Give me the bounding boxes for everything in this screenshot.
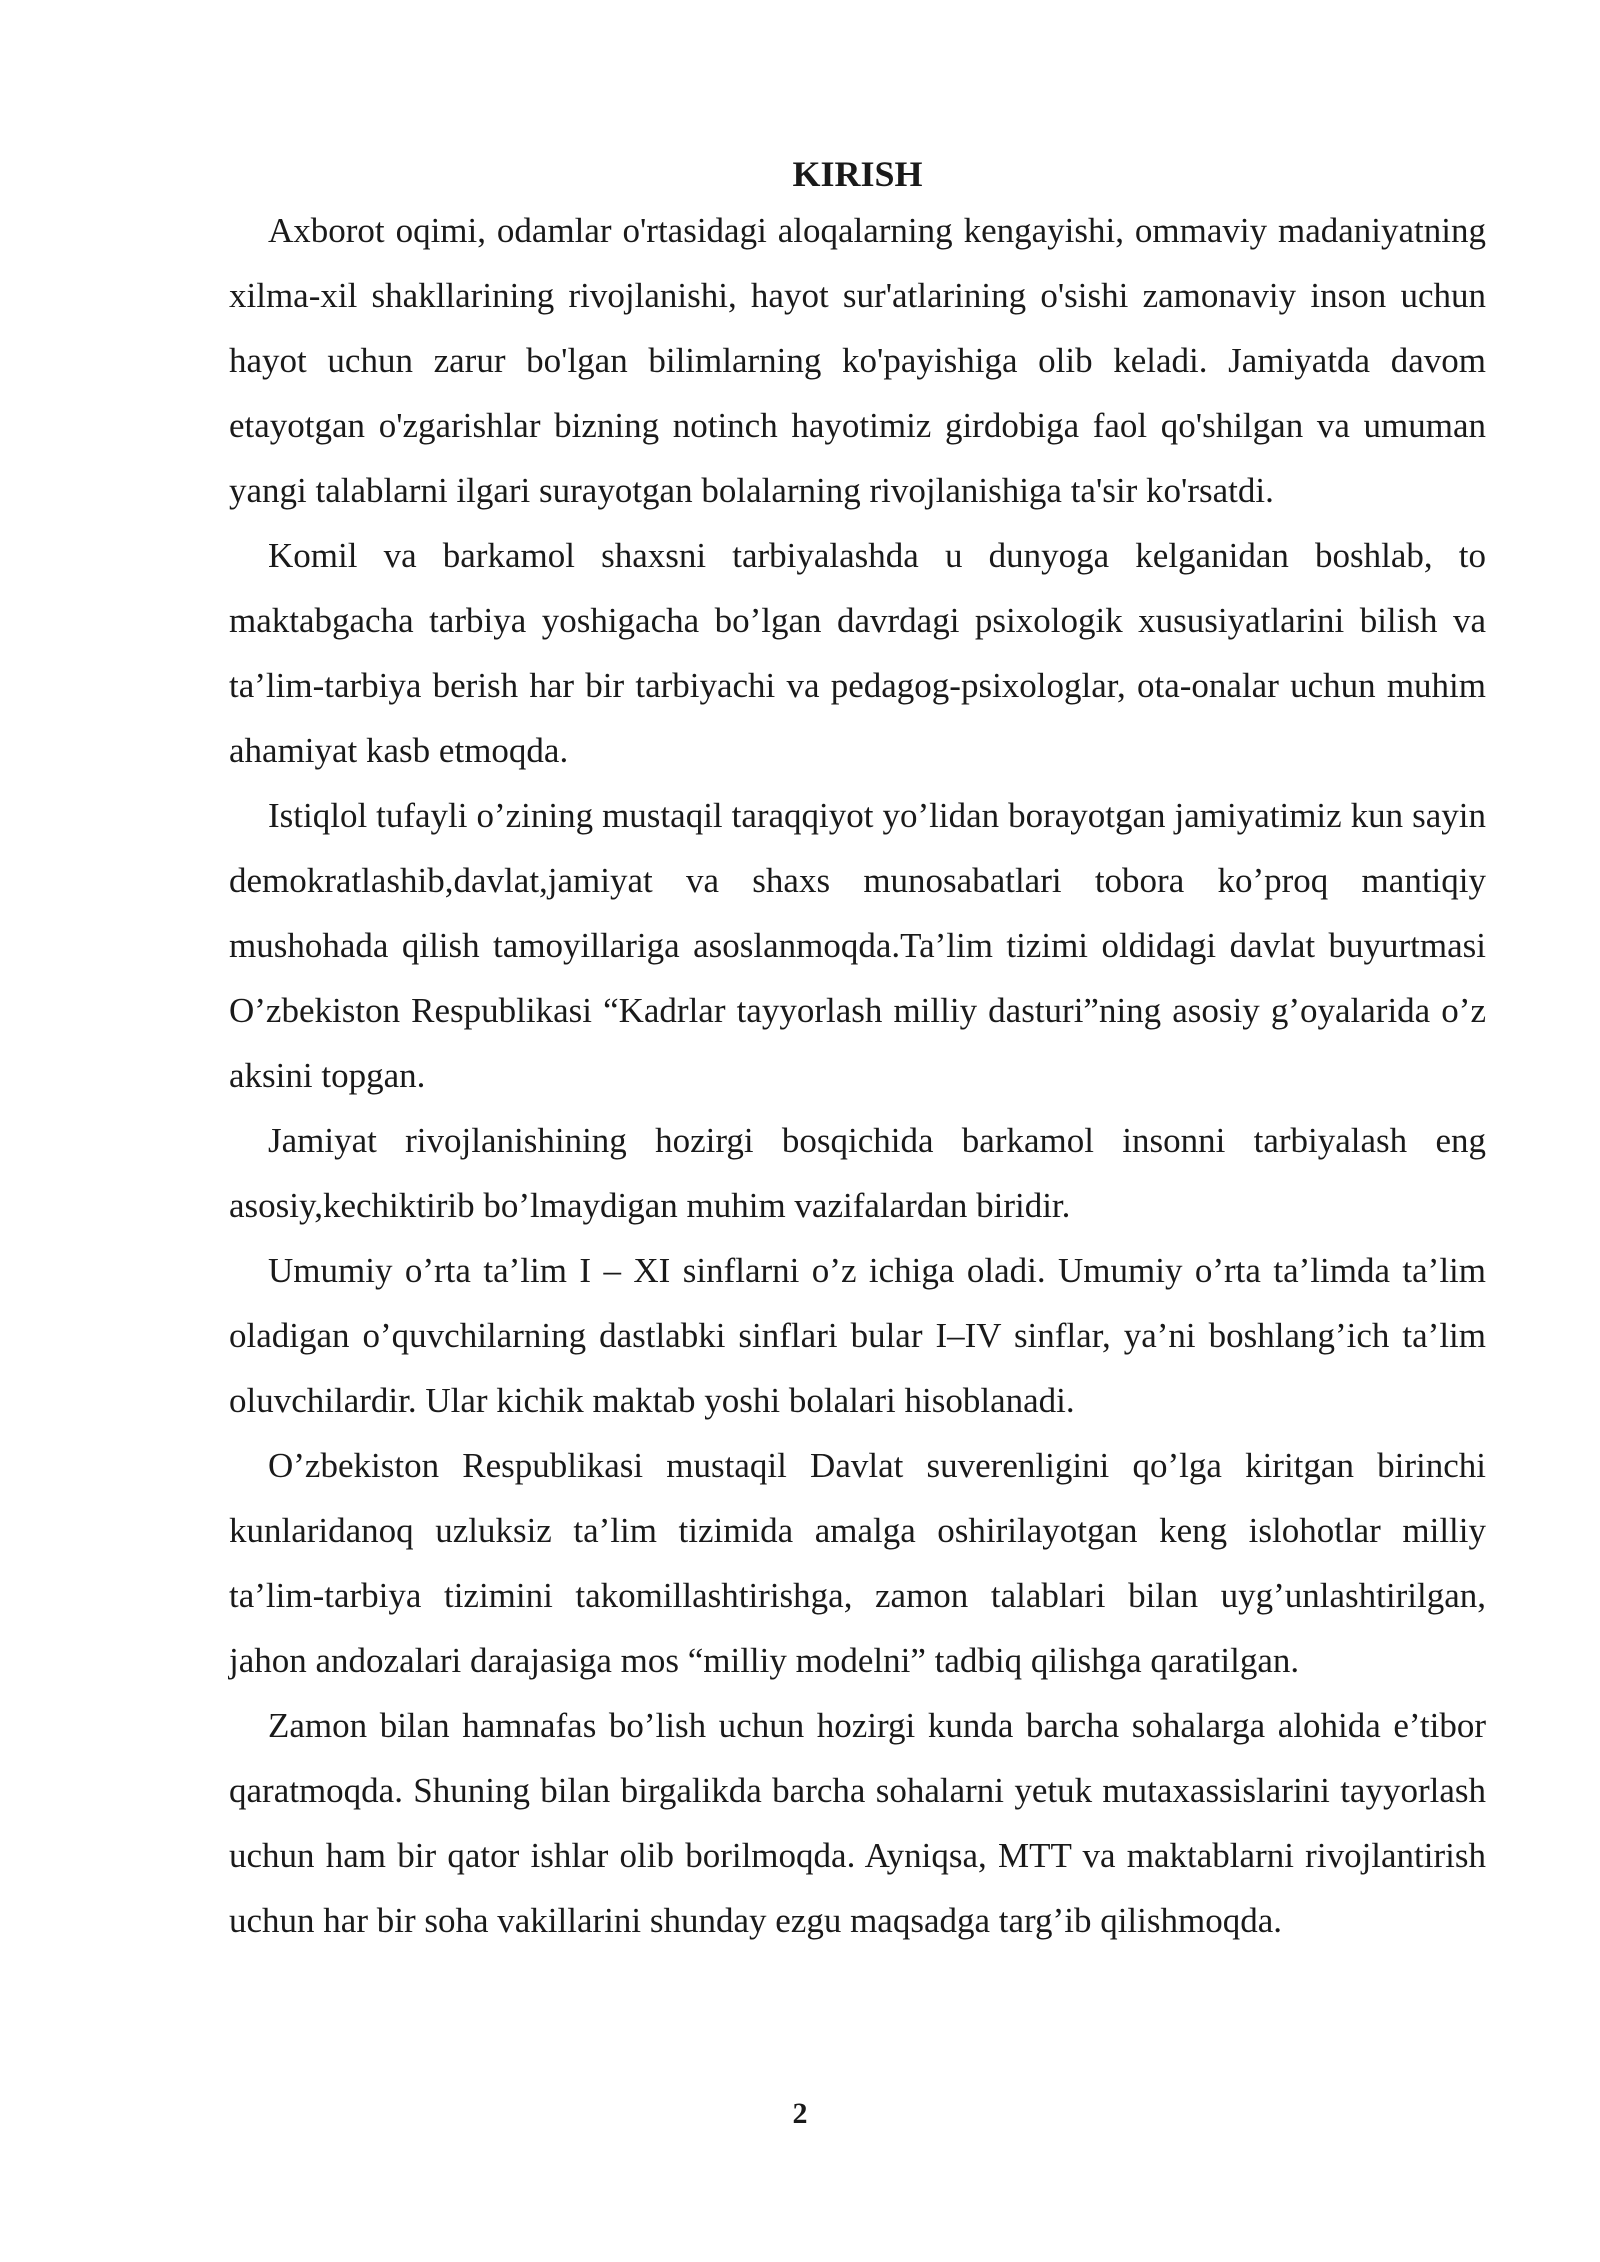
page-content xyxy=(229,150,1486,1953)
page-heading: KIRISH xyxy=(792,154,923,194)
paragraph-4: Jamiyat rivojlanishining hozirgi bosqichida barkamol insonni tarbiyalash eng asosiy,kechiktirib bo’lmaydigan muhim vazifalardan biridir. xyxy=(229,1121,1486,1225)
paragraph-3: Istiqlol tufayli o’zining mustaqil taraqqiyot yo’lidan borayotgan jamiyatimiz kun sayin demokratlashib,davlat,jamiyat va shaxs munosabatlari tobora ko’proq mantiqiy mushohada qilish tamoyillariga asoslanmoqda.Ta’lim tizimi oldidagi davlat buyurtmasi O’zbekiston Respublikasi “Kadrlar tayyorlash milliy dasturi”ning asosiy g’oyalarida o’z aksini topgan. xyxy=(229,796,1486,1095)
paragraph-7: Zamon bilan hamnafas bo’lish uchun hozirgi kunda barcha sohalarga alohida e’tibor qaratmoqda. Shuning bilan birgalikda barcha sohalarni yetuk mutaxassislarini tayyorlash uchun ham bir qator ishlar olib borilmoqda. Ayniqsa, MTT va maktablarni rivojlantirish uchun har bir soha vakillarini shunday ezgu maqsadga targ’ib qilishmoqda. xyxy=(229,1706,1486,1940)
paragraph-1: Axborot oqimi, odamlar o'rtasidagi aloqalarning kengayishi, ommaviy madaniyatning xilma-xil shakllarining rivojlanishi, hayot sur'atlarining o'sishi zamonaviy inson uchun hayot uchun zarur bo'lgan bilimlarning ko'payishiga olib keladi. Jamiyatda davom etayotgan o'zgarishlar bizning notinch hayotimiz girdobiga faol qo'shilgan va umuman yangi talablarni ilgari surayotgan bolalarning rivojlanishiga ta'sir ko'rsatdi. xyxy=(229,211,1486,510)
paragraph-6: O’zbekiston Respublikasi mustaqil Davlat suverenligini qo’lga kiritgan birinchi kunlaridanoq uzluksiz ta’lim tizimida amalga oshirilayotgan keng islohotlar milliy ta’lim-tarbiya tizimini takomillashtirishga, zamon talablari bilan uyg’unlashtirilgan, jahon andozalari darajasiga mos “milliy modelni” tadbiq qilishga qaratilgan. xyxy=(229,1446,1486,1680)
paragraph-2: Komil va barkamol shaxsni tarbiyalashda u dunyoga kelganidan boshlab, to maktabgacha tarbiya yoshigacha bo’lgan davrdagi psixologik xususiyatlarini bilish va ta’lim-tarbiya berish har bir tarbiyachi va pedagog-psixologlar, ota-onalar uchun muhim ahamiyat kasb etmoqda. xyxy=(229,536,1486,770)
paragraph-5: Umumiy o’rta ta’lim I – XI sinflarni o’z ichiga oladi. Umumiy o’rta ta’limda ta’lim oladigan o’quvchilarning dastlabki sinflari bular I–IV sinflar, ya’ni boshlang’ich ta’lim oluvchilardir. Ular kichik maktab yoshi bolalari hisoblanadi. xyxy=(229,1251,1486,1420)
page-number: 2 xyxy=(792,2097,808,2130)
